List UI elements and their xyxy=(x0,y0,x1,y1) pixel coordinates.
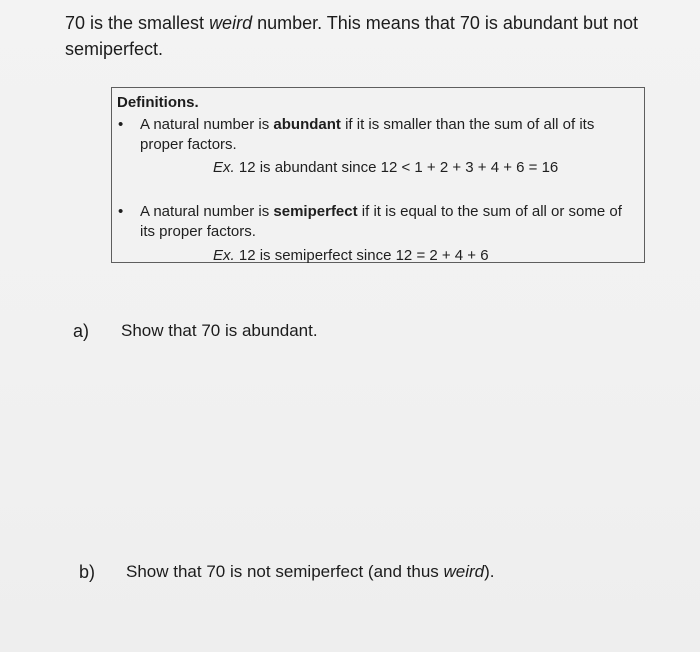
intro-statement xyxy=(65,10,665,62)
example-abundant xyxy=(213,159,558,176)
example-prefix: Ex. xyxy=(213,159,235,176)
definition-semiperfect xyxy=(118,202,640,242)
example-text: 12 is semiperfect since 12 = 2 + 4 + 6 xyxy=(234,247,489,264)
question-b-text-post: ). xyxy=(484,562,495,581)
intro-text-part1: 70 is the smallest xyxy=(65,13,210,33)
definition-text-pre: A natural number is xyxy=(140,116,274,133)
question-b-emphasis-weird: weird xyxy=(443,562,485,581)
definition-abundant xyxy=(118,115,640,155)
example-semiperfect xyxy=(213,247,489,264)
definition-text-post: if it is smaller than the sum of all of its proper factors. xyxy=(140,116,595,153)
question-a-text: Show that 70 is abundant. xyxy=(121,321,318,340)
intro-emphasis-weird: weird xyxy=(209,13,253,33)
bullet-point: • xyxy=(118,203,124,220)
example-prefix: Ex. xyxy=(213,247,235,264)
definitions-title: Definitions. xyxy=(117,94,199,111)
definition-text-pre: A natural number is xyxy=(140,203,274,220)
question-b-text xyxy=(126,562,495,582)
intro-text-part2: number. This means that 70 is abundant but not semiperfect. xyxy=(65,13,638,59)
definition-text-post: if it is equal to the sum of all or some of its proper factors. xyxy=(140,203,622,240)
definitions-box xyxy=(111,87,645,263)
question-a-label: a) xyxy=(73,321,90,341)
example-text: 12 is abundant since 12 < 1 + 2 + 3 + 4 + 6 = 16 xyxy=(234,159,559,176)
bullet-point: • xyxy=(118,116,124,133)
question-b-label: b) xyxy=(79,562,96,582)
definition-term-semiperfect: semiperfect xyxy=(273,203,358,220)
question-b-text-pre: Show that 70 is not semiperfect (and thus xyxy=(126,562,444,581)
definition-term-abundant: abundant xyxy=(273,116,341,133)
